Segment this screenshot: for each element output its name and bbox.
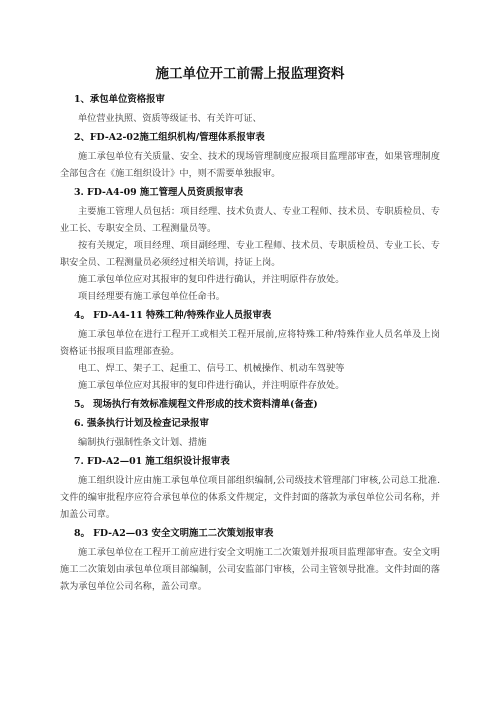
section-paragraph: 单位营业执照、资质等级证书、有关许可证、 — [78, 113, 262, 124]
section-4 — [60, 308, 440, 394]
section-paragraph: 电工、焊工、架子工、起重工、信号工、机械操作、机动车驾驶等 — [78, 363, 345, 374]
section-8 — [60, 526, 440, 595]
document-title: 施工单位开工前需上报监理资料 — [155, 66, 345, 82]
section-paragraph: 施工承包单位应对其报审的复印件进行确认，并注明原件存放处。 — [78, 274, 345, 285]
section-paragraph: 施工承包单位在进行工程开工或相关工程开展前,应将特殊工种/特殊作业人员名单及上岗资格证书报项目监理部查验。 — [60, 329, 440, 357]
section-heading: 2、FD-A2-02施工组织机构/管理体系报审表 — [74, 132, 265, 143]
section-5 — [60, 397, 440, 413]
section-3 — [60, 185, 440, 305]
section-1 — [60, 92, 440, 127]
section-paragraph: 施工承包单位有关质量、安全、技术的现场管理制度应报项目监理部审查，如果管理制度全部包含在《施工组织设计》中，则不需要单独报审。 — [60, 151, 440, 179]
section-paragraph: 编制执行强制性条文计划、措施 — [78, 437, 207, 448]
section-paragraph: 施工承包单位应对其报审的复印件进行确认，并注明原件存放处。 — [78, 380, 345, 391]
section-paragraph: 主要施工管理人员包括：项目经理、技术负责人、专业工程师、技术员、专职质检员、专业工长、专职安全员、工程测量员等。 — [60, 206, 440, 234]
section-7 — [60, 454, 440, 523]
section-heading: 1、承包单位资格报审 — [74, 94, 165, 105]
section-6 — [60, 416, 440, 451]
section-heading: 5。 现场执行有效标准规程文件形成的技术资料清单(备查) — [74, 399, 318, 410]
section-heading: 6. 强条执行计划及检查记录报审 — [74, 418, 209, 429]
section-heading: 8。 FD-A2—03 安全文明施工二次策划报审表 — [74, 528, 274, 539]
section-heading: 4。 FD-A4-11 特殊工种/特殊作业人员报审表 — [74, 310, 272, 321]
section-heading: 3. FD-A4-09 施工管理人员资质报审表 — [74, 187, 244, 198]
section-heading: 7. FD-A2—01 施工组织设计报审表 — [74, 456, 230, 467]
section-2 — [60, 130, 440, 182]
section-paragraph: 按有关规定，项目经理、项目副经理、专业工程师、技术员、专职质检员、专业工长、专职安全员、工程测量员必须经过相关培训，持证上岗。 — [60, 240, 440, 268]
section-paragraph: 项目经理要有施工承包单位任命书。 — [78, 291, 225, 302]
section-paragraph: 施工组织设计应由施工承包单位项目部组织编制,公司级技术管理部门审核,公司总工批准.文件的编审批程序应符合承包单位的体系文件规定，文件封面的落款为承包单位公司名称，并加盖公司章。 — [60, 475, 440, 520]
section-paragraph: 施工承包单位在工程开工前应进行安全文明施工二次策划并报项目监理部审查。安全文明施工二次策划由承包单位项目部编制，公司安监部门审核，公司主管领导批准。文件封面的落款为承包单位公司名称，盖公司章。 — [60, 547, 440, 592]
